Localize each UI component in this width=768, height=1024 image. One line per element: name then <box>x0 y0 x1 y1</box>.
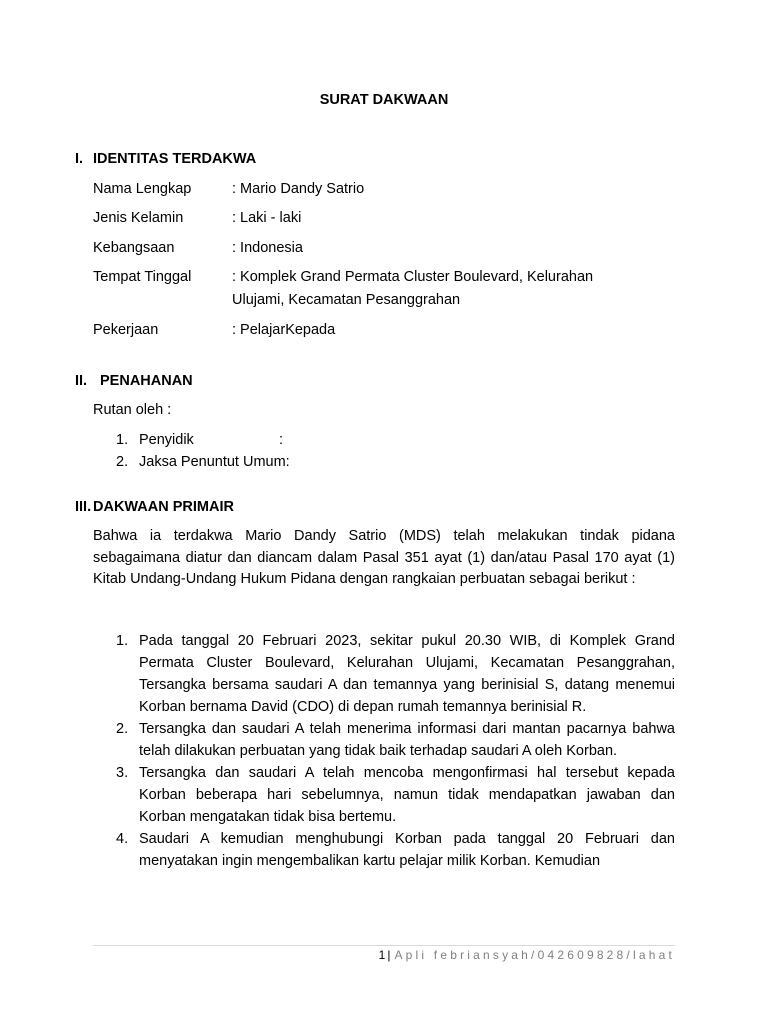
section-number: I. <box>75 151 84 167</box>
section-identity-heading <box>75 151 256 167</box>
list-number: 1. <box>116 432 129 448</box>
gender-value: : Laki - laki <box>232 210 302 226</box>
list-number: 2. <box>116 454 129 470</box>
identity-row-nationality <box>93 240 303 256</box>
page-number: 1 <box>378 948 386 962</box>
address-label: Tempat Tinggal <box>93 269 192 285</box>
name-label: Nama Lengkap <box>93 181 192 197</box>
list-item <box>116 828 675 872</box>
list-item-text: Pada tanggal 20 Februari 2023, sekitar pukul 20.30 WIB, di Komplek Grand Permata Cluster Boulevard, Kelurahan Ulujami, Kecamatan Pesanggrahan, Tersangka bersama saudari A dan temannya yang berinisial S, datang menemui Korban bernama David (CDO) di depan rumah temannya berinisial R. <box>139 633 675 715</box>
list-item <box>116 630 675 718</box>
footer-divider <box>93 945 675 946</box>
detention-intro: Rutan oleh : <box>93 402 172 418</box>
indictment-paragraph: Bahwa ia terdakwa Mario Dandy Satrio (MDS) telah melakukan tindak pidana sebagaimana diatur dan diancam dalam Pasal 351 ayat (1) dan/atau Pasal 170 ayat (1) Kitab Undang-Undang Hukum Pidana dengan rangkaian perbuatan sebagai berikut : <box>93 528 675 587</box>
nationality-label: Kebangsaan <box>93 240 175 256</box>
page-footer <box>379 948 675 962</box>
list-item-text: Saudari A kemudian menghubungi Korban pada tanggal 20 Februari dan menyatakan ingin mengembalikan kartu pelajar milik Korban. Kemudian <box>139 831 675 869</box>
footer-separator: | <box>387 948 391 962</box>
list-item <box>116 762 675 828</box>
list-item-text: Tersangka dan saudari A telah mencoba mengonfirmasi hal tersebut kepada Korban beberapa hari sebelumnya, namun tidak mendapatkan jawaban dan Korban mengatakan tidak bisa bertemu. <box>139 765 675 825</box>
address-value-line1: : Komplek Grand Permata Cluster Boulevard, Kelurahan <box>232 269 594 285</box>
section-number: III. <box>75 499 92 515</box>
footer-text: Apli febriansyah/042609828/lahat <box>394 948 675 962</box>
section-detention-heading <box>75 373 193 389</box>
identity-row-name <box>93 181 364 197</box>
investigator-colon: : <box>279 432 284 448</box>
detention-item-investigator <box>116 432 283 448</box>
name-value: : Mario Dandy Satrio <box>232 181 365 197</box>
gender-label: Jenis Kelamin <box>93 210 184 226</box>
section-title: DAKWAAN PRIMAIR <box>93 499 234 515</box>
nationality-value: : Indonesia <box>232 240 303 256</box>
prosecutor-label: Jaksa Penuntut Umum: <box>139 454 290 470</box>
job-label: Pekerjaan <box>93 322 159 338</box>
list-item-text: Tersangka dan saudari A telah menerima informasi dari mantan pacarnya bahwa telah dilakukan perbuatan yang tidak baik terhadap saudari A oleh Korban. <box>139 721 675 759</box>
address-value-line2: Ulujami, Kecamatan Pesanggrahan <box>232 292 461 308</box>
indictment-list <box>116 630 675 872</box>
identity-row-job <box>93 322 335 338</box>
identity-row-address <box>93 269 593 285</box>
section-number: II. <box>75 373 88 389</box>
section-title: PENAHANAN <box>100 373 193 389</box>
document-title: SURAT DAKWAAN <box>319 92 449 108</box>
investigator-label: Penyidik <box>139 432 194 448</box>
list-number: 3. <box>116 765 129 781</box>
list-number: 2. <box>116 721 129 737</box>
detention-item-prosecutor <box>116 454 290 470</box>
list-item <box>116 718 675 762</box>
section-title: IDENTITAS TERDAKWA <box>93 151 257 167</box>
list-number: 4. <box>116 831 129 847</box>
job-value: : PelajarKepada <box>232 322 336 338</box>
section-indictment-heading <box>75 499 234 515</box>
list-number: 1. <box>116 633 129 649</box>
identity-row-gender <box>93 210 301 226</box>
